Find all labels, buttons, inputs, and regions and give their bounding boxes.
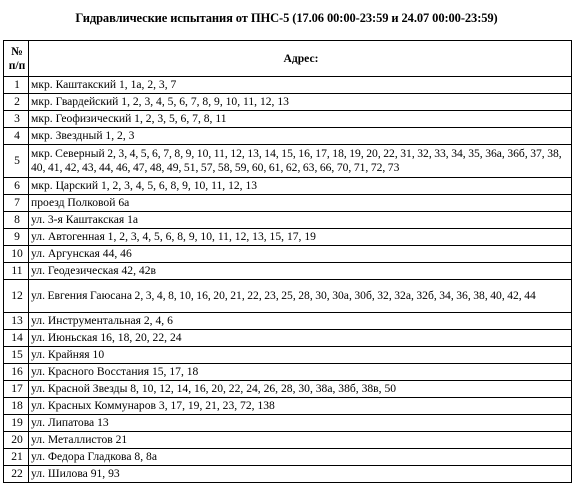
row-address: ул. Металлистов 21 <box>29 432 572 449</box>
row-number: 3 <box>4 111 29 128</box>
row-address: ул. Красных Коммунаров 3, 17, 19, 21, 23, 72, 138 <box>29 398 572 415</box>
row-address: ул. Красной Звезды 8, 10, 12, 14, 16, 20, 22, 24, 26, 28, 30, 38а, 38б, 38в, 50 <box>29 381 572 398</box>
row-address: мкр. Гвардейский 1, 2, 3, 4, 5, 6, 7, 8, 9, 10, 11, 12, 13 <box>29 94 572 111</box>
row-address: ул. Липатова 13 <box>29 415 572 432</box>
row-number: 8 <box>4 212 29 229</box>
address-table <box>3 40 572 483</box>
row-number: 4 <box>4 128 29 145</box>
row-address: ул. Федора Гладкова 8, 8а <box>29 449 572 466</box>
table-row <box>4 128 572 145</box>
table-row <box>4 178 572 195</box>
row-number: 20 <box>4 432 29 449</box>
table-row <box>4 313 572 330</box>
table-row <box>4 449 572 466</box>
document-title: Гидравлические испытания от ПНС-5 (17.06 00:00-23:59 и 24.07 00:00-23:59) <box>75 11 498 25</box>
row-number: 10 <box>4 246 29 263</box>
row-number: 19 <box>4 415 29 432</box>
table-row <box>4 381 572 398</box>
row-number: 15 <box>4 347 29 364</box>
row-address: ул. Геодезическая 42, 42в <box>29 263 572 280</box>
row-number: 22 <box>4 466 29 483</box>
table-row <box>4 246 572 263</box>
row-number: 17 <box>4 381 29 398</box>
row-number: 14 <box>4 330 29 347</box>
column-header-number-line1: № <box>11 44 23 58</box>
row-address: ул. Июньская 16, 18, 20, 22, 24 <box>29 330 572 347</box>
table-row <box>4 145 572 178</box>
row-number: 18 <box>4 398 29 415</box>
table-row <box>4 195 572 212</box>
table-row <box>4 466 572 483</box>
table-row <box>4 432 572 449</box>
column-header-number-line2: п/п <box>8 58 26 72</box>
row-address: ул. Аргунская 44, 46 <box>29 246 572 263</box>
table-row <box>4 415 572 432</box>
table-row <box>4 94 572 111</box>
row-number: 6 <box>4 178 29 195</box>
row-number: 12 <box>4 280 29 313</box>
table-row <box>4 263 572 280</box>
row-address: ул. Шилова 91, 93 <box>29 466 572 483</box>
row-number: 9 <box>4 229 29 246</box>
row-address: ул. Красного Восстания 15, 17, 18 <box>29 364 572 381</box>
column-header-address: Адрес: <box>29 41 572 77</box>
row-number: 11 <box>4 263 29 280</box>
table-row <box>4 347 572 364</box>
row-address: мкр. Царский 1, 2, 3, 4, 5, 6, 8, 9, 10, 11, 12, 13 <box>29 178 572 195</box>
table-row <box>4 111 572 128</box>
column-header-number <box>4 41 29 77</box>
row-number: 1 <box>4 77 29 94</box>
table-row <box>4 212 572 229</box>
row-address: ул. 3-я Каштакская 1а <box>29 212 572 229</box>
table-row <box>4 330 572 347</box>
table-row <box>4 77 572 94</box>
row-address: проезд Полковой 6а <box>29 195 572 212</box>
row-address: ул. Крайняя 10 <box>29 347 572 364</box>
row-address: ул. Евгения Гаюсана 2, 3, 4, 8, 10, 16, 20, 21, 22, 23, 25, 28, 30, 30а, 30б, 32, 32а, 32б, 34, 36, 38, 40, 42, 44 <box>29 280 572 313</box>
row-address: мкр. Звездный 1, 2, 3 <box>29 128 572 145</box>
row-number: 2 <box>4 94 29 111</box>
table-row <box>4 229 572 246</box>
table-row <box>4 280 572 313</box>
row-number: 13 <box>4 313 29 330</box>
row-address: мкр. Каштакский 1, 1а, 2, 3, 7 <box>29 77 572 94</box>
row-address: ул. Автогенная 1, 2, 3, 4, 5, 6, 8, 9, 10, 11, 12, 13, 15, 17, 19 <box>29 229 572 246</box>
row-address: мкр. Северный 2, 3, 4, 5, 6, 7, 8, 9, 10, 11, 12, 13, 14, 15, 16, 17, 18, 19, 20, 22, 31, 32, 33, 34, 35, 36а, 36б, 37, 38, 40, 41, 42, 43, 44, 46, 47, 48, 49, 51, 57, 58, 59, 60, 61, 62, 63, 66, 70, 71, 72, 73 <box>29 145 572 178</box>
table-row <box>4 364 572 381</box>
row-number: 21 <box>4 449 29 466</box>
table-row <box>4 398 572 415</box>
row-number: 7 <box>4 195 29 212</box>
table-header-row <box>4 41 572 77</box>
row-address: мкр. Геофизический 1, 2, 3, 5, 6, 7, 8, 11 <box>29 111 572 128</box>
row-number: 16 <box>4 364 29 381</box>
row-address: ул. Инструментальная 2, 4, 6 <box>29 313 572 330</box>
row-number: 5 <box>4 145 29 178</box>
